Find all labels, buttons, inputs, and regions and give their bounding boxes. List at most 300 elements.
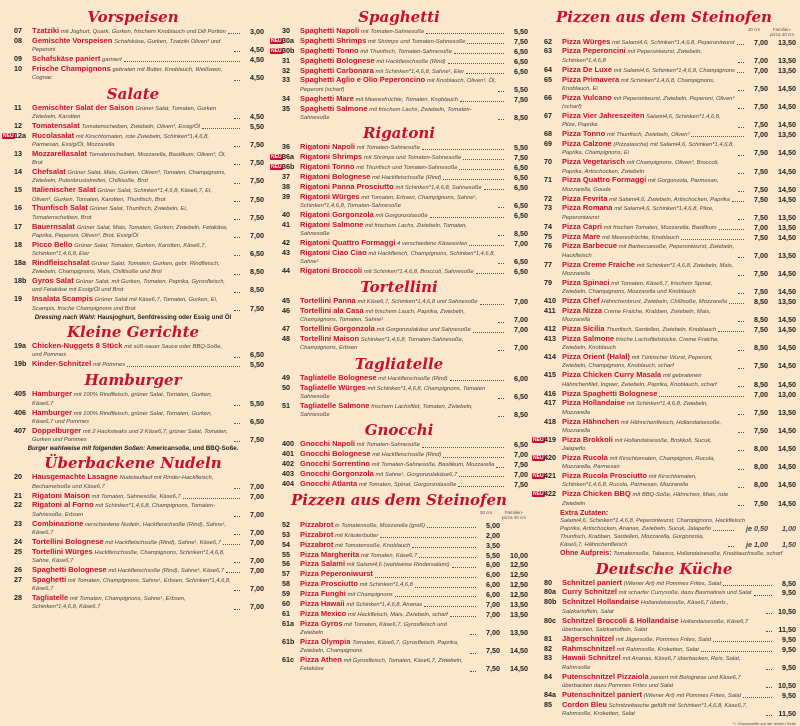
- item-name: Rigatoni Broccoli: [300, 265, 363, 275]
- dotted-leader: [234, 405, 240, 406]
- new-badge-slot: [2, 224, 14, 231]
- note-label: Burger wahlweise mit folgenden Soßen:: [27, 445, 146, 453]
- new-badge-slot: [2, 502, 14, 509]
- note-label: Dressing nach Wahl:: [34, 313, 96, 321]
- item-text: [562, 701, 764, 719]
- new-badge-slot: [270, 96, 282, 103]
- item-body: [32, 576, 264, 594]
- item-text: [562, 418, 736, 436]
- item-name: Tagliatelle Würges: [300, 382, 366, 392]
- item-number: 415: [544, 370, 556, 380]
- menu-item: [270, 470, 528, 479]
- item-text: [300, 480, 456, 489]
- price: 8,50: [754, 315, 768, 325]
- item-number: 47: [282, 324, 290, 334]
- section-title: Tagliatelle: [354, 354, 444, 373]
- item-body: [562, 204, 796, 222]
- item-text: [300, 95, 458, 104]
- item-description: mit Schinken*1,4,6,8, Champignons, Tomaten-Sahnesoße, Erbsen: [32, 503, 216, 518]
- menu-item: [270, 450, 528, 459]
- dotted-leader: [498, 322, 504, 323]
- item-text: [32, 259, 232, 277]
- item-name: Pizza Vier Jahreszeiten: [562, 110, 645, 120]
- item-number: 36: [282, 142, 290, 152]
- dotted-leader: [234, 118, 240, 119]
- dotted-leader: [234, 590, 240, 591]
- item-name: Pizza Chicken Curry Masala: [562, 370, 662, 380]
- item-name: Pizza Quattro Formaggi: [562, 175, 647, 185]
- item-body: [300, 570, 528, 579]
- menu-item: [270, 374, 528, 383]
- menu-item: [532, 176, 796, 194]
- menu-item: [2, 409, 264, 427]
- item-number: 30: [282, 26, 290, 35]
- item-name: Pizza Hollandaise: [562, 398, 625, 408]
- item-body: [562, 158, 796, 176]
- new-badge-slot: [532, 400, 544, 407]
- item-description: mit Tomaten, Käse6,7: [360, 552, 418, 559]
- price: 7,50: [250, 194, 264, 204]
- item-body: [32, 150, 264, 168]
- item-body: [562, 654, 796, 672]
- item-description: mit Hackfleischsoße (Rind): [372, 174, 442, 181]
- item-body: [32, 427, 264, 445]
- item-description: Grüner Salat, Tomaten, Gurken, Karotten, Käse6,7, Schinken*1,4,6,8, Eier: [32, 242, 207, 258]
- price-family: 13,50: [778, 65, 796, 75]
- new-badge-slot: [532, 67, 544, 74]
- price: 7,00: [250, 537, 264, 547]
- new-badge-slot: [270, 542, 282, 549]
- item-text: [32, 65, 232, 83]
- item-number: 419: [544, 434, 556, 444]
- item-text: [300, 325, 471, 334]
- menu-item: [270, 600, 528, 609]
- item-description: Grüner Salat, mit Gurken, Tomaten, Paprika, Gyrosfleisch, und Fetakäse mit Essig/Öl und Brot: [32, 279, 226, 294]
- price: 6,50: [250, 350, 264, 360]
- item-text: [300, 249, 496, 267]
- dotted-leader: [424, 606, 476, 607]
- new-badge-slot: [270, 240, 282, 247]
- new-badge-slot: [270, 441, 282, 448]
- dotted-leader: [738, 450, 744, 451]
- dotted-leader: [234, 534, 240, 535]
- dotted-leader: [127, 366, 240, 367]
- item-body: [32, 390, 264, 408]
- new-badge-slot: [532, 113, 544, 120]
- menu-item: [270, 105, 528, 123]
- item-name: Pizza Barbecue: [562, 241, 618, 251]
- dotted-leader: [498, 207, 504, 208]
- dotted-leader: [498, 119, 504, 120]
- new-badge-slot: [270, 212, 282, 219]
- section-title: Kleine Gerichte: [66, 322, 200, 341]
- item-number: 52: [282, 519, 290, 529]
- item-name: Tzatziki: [32, 26, 60, 35]
- price: 8,50: [514, 112, 528, 122]
- item-body: [32, 295, 264, 313]
- item-body: [32, 409, 264, 427]
- item-name: Tortellini Panna: [300, 296, 356, 306]
- price: 7,00: [754, 250, 768, 260]
- menu-item: [2, 295, 264, 313]
- item-text: [300, 297, 478, 306]
- new-badge-slot: [270, 639, 282, 646]
- price-family: 14,50: [510, 646, 528, 656]
- item-text: [300, 76, 496, 94]
- price: 8,00: [754, 480, 768, 490]
- item-text: [562, 38, 735, 47]
- price: 8,50: [514, 410, 528, 420]
- new-badge-slot: [2, 343, 14, 350]
- dotted-leader: [738, 368, 744, 369]
- item-text: [562, 223, 717, 232]
- new-badge-slot: [532, 48, 544, 55]
- price-family: 14,50: [778, 480, 796, 490]
- menu-section: [270, 125, 528, 276]
- new-badge: NEU: [533, 454, 544, 461]
- item-name: Hamburger: [32, 407, 73, 417]
- new-badge-slot: [270, 552, 282, 559]
- item-description: mit Thunfisch, Zwiebeln, Oliven³: [606, 132, 690, 139]
- item-description: mit Salami4,6, Schinken*1,4,6,8, Pilze, Peperoniwurst: [562, 206, 714, 221]
- dotted-leader: [223, 544, 240, 545]
- item-description: mit Salami4,6, Schinken*1,4,6,8, Champignons: [613, 67, 735, 74]
- item-name: Pizza Capri: [562, 221, 603, 231]
- price-family: 14,50: [778, 148, 796, 158]
- price: 7,50: [250, 303, 264, 313]
- new-badge-slot: [532, 326, 544, 333]
- item-description: gebraten mit Butter, Knoblauch, Weißwein, Cognac: [32, 66, 223, 82]
- price: 7,50: [754, 148, 768, 158]
- price-family: 13,50: [778, 55, 796, 65]
- item-body: [562, 76, 796, 94]
- new-badge-slot: [270, 657, 282, 664]
- item-number: 21: [14, 490, 22, 500]
- price: 9,50: [782, 690, 796, 700]
- item-number: 42: [282, 237, 290, 247]
- item-text: [562, 371, 736, 389]
- item-text: [300, 570, 373, 579]
- new-badge-slot: [270, 532, 282, 539]
- item-number: 11: [14, 102, 22, 112]
- dotted-leader: [234, 357, 240, 358]
- price: 7,50: [514, 94, 528, 104]
- item-description: (Wiener Art) mit Pommes Frites, Salat: [643, 692, 742, 699]
- menu-item: [2, 501, 264, 519]
- item-description: verschiedene Nudeln, Hackfleischsoße (Rind), Sahne¹, Käse6,7: [32, 521, 227, 536]
- menu-item: [270, 460, 528, 469]
- item-name: Pizza Fevrita: [562, 193, 608, 203]
- price-family: 14,50: [778, 498, 796, 508]
- item-number: 59: [282, 589, 290, 599]
- dotted-leader: [719, 229, 744, 230]
- item-description: mit Thunfisch, Tomaten-Sahnesoße: [360, 48, 452, 55]
- new-badge: NEU: [271, 47, 282, 54]
- item-body: [300, 27, 528, 36]
- dotted-leader: [226, 572, 240, 573]
- item-body: [300, 610, 528, 619]
- new-badge-slot: [270, 268, 282, 275]
- new-badge-slot: [2, 169, 14, 176]
- item-text: [300, 590, 393, 599]
- item-description: Tomaten, Käse6,7, Gyrosfleisch, Paprika, Zwiebeln, Champignons: [300, 640, 459, 655]
- section-title: Spaghetti: [358, 8, 440, 26]
- menu-item: [270, 307, 528, 325]
- item-number: 18a: [14, 257, 26, 267]
- item-description: mit Peperoniwurst, Zwiebeln, Schinken*1,4,6,8: [562, 49, 702, 64]
- item-text: [562, 598, 764, 616]
- item-text: [300, 307, 496, 325]
- item-description: mit Salami4,6 (wahlweise Rindersalami): [346, 562, 450, 569]
- dotted-leader: [202, 128, 240, 129]
- new-badge-slot: [532, 599, 544, 606]
- item-name: Schnitzel Hollandaise: [562, 597, 640, 607]
- item-description: mit Tomaten, Spinat, Gorgonzolasoße: [358, 482, 457, 489]
- price: 8,00: [754, 444, 768, 454]
- item-name: Pizza Würges: [562, 36, 611, 46]
- item-description: Tomatenscheiben, Mozzarella, Basilikum, Oliven³, Öl, Brot: [32, 151, 226, 167]
- item-number: 17: [14, 221, 22, 231]
- item-description: Grüner Salat, Tomaten, Gurken, gebr. Rindfleisch, Zwiebeln, Champignons, Mais, Chillisoße und Brot: [32, 260, 220, 276]
- item-description: (Pizzatasche) mit Salami4,6, Schinken*1,4,6,8, Paprika, Champignons, Ei: [562, 142, 734, 157]
- menu-item: [532, 279, 796, 297]
- dotted-leader: [234, 237, 240, 238]
- menu-item: [270, 27, 528, 36]
- new-badge-slot: [532, 655, 544, 662]
- item-number: 76: [544, 241, 552, 251]
- item-number: 61a: [282, 618, 294, 628]
- section-title: Salate: [106, 84, 160, 103]
- menu-item: [532, 371, 796, 389]
- item-body: [300, 105, 528, 123]
- new-badge-slot: [270, 48, 282, 55]
- item-body: [300, 600, 528, 609]
- item-number: 420: [544, 452, 556, 462]
- new-badge: NEU: [533, 473, 544, 480]
- new-badge-slot: [532, 636, 544, 643]
- menu-item: [270, 590, 528, 599]
- item-description: mit Salami4,6, Schinken*1,4,6,8, Peperoniwurst: [612, 39, 735, 46]
- item-body: [300, 37, 528, 46]
- item-body: [562, 195, 796, 204]
- dotted-leader: [738, 505, 744, 506]
- item-name: Tortellini Bolognese: [32, 536, 104, 546]
- price-family: 14,50: [778, 194, 796, 204]
- new-badge-slot: [532, 298, 544, 305]
- item-number: 405: [14, 389, 26, 399]
- price: 7,00: [250, 509, 264, 519]
- item-description: mit Kräuterbutter: [335, 532, 379, 539]
- price-family: 14,50: [778, 287, 796, 297]
- extras-row: [560, 525, 796, 533]
- item-number: 08: [14, 35, 22, 45]
- item-number: 19b: [14, 359, 27, 369]
- price: 6,50: [250, 416, 264, 426]
- item-body: [300, 620, 528, 638]
- item-body: [300, 163, 528, 172]
- item-body: [32, 168, 264, 186]
- dotted-leader: [737, 72, 744, 73]
- item-body: [562, 353, 796, 371]
- dotted-leader: [732, 201, 744, 202]
- item-name: Tortellini ala Casa: [300, 306, 364, 316]
- note-text: Hausjoghurt, Senfdressing oder Essig und Öl: [95, 313, 232, 321]
- item-number: 69: [544, 139, 552, 149]
- item-description: mit Hackfleischsoße (Rind): [372, 452, 442, 459]
- item-text: [562, 158, 736, 176]
- new-badge-slot: [532, 419, 544, 426]
- dotted-leader: [422, 447, 504, 448]
- price-family: 14,50: [778, 361, 796, 371]
- menu-item: [532, 399, 796, 417]
- item-description: in Tomatensoße, Mozzarella (groß): [335, 522, 426, 529]
- extras-line: Salami4,6, Schinken*1,4,6,8, Peperoniwurst, Champignons, Hackfleisch: [560, 517, 745, 524]
- section-title: Hamburger: [84, 371, 182, 390]
- menu-item: [270, 153, 528, 162]
- item-description: mit 2 Hacksteaks und 2 Käse6,7, grüner Salat, Tomaten, Gurken und Pommes: [32, 428, 229, 444]
- menu-section: [270, 492, 528, 673]
- item-number: 407: [14, 425, 26, 435]
- item-number: 402: [282, 459, 294, 469]
- item-number: 39: [282, 191, 290, 201]
- item-description: mit Gorgonzolakäse und Sahnesoße: [376, 327, 471, 334]
- item-text: [562, 335, 736, 353]
- menu-item: [532, 76, 796, 94]
- menu-section: [2, 455, 264, 611]
- item-body: [32, 241, 264, 259]
- dotted-leader: [691, 136, 744, 137]
- dotted-leader: [234, 255, 240, 256]
- price: 6,00: [486, 580, 500, 590]
- item-text: [562, 490, 736, 508]
- menu-item: [270, 297, 528, 306]
- item-description: frischem Lachsfilet, Tomaten, Zwiebeln, Sahnesoße: [300, 403, 473, 419]
- new-badge-slot: [2, 105, 14, 112]
- new-badge-slot: [532, 580, 544, 587]
- item-description: mit frischem Lauch, Paprika, Zwiebeln, Champignons, Tomaten, Sahne¹: [300, 309, 465, 324]
- item-text: [300, 335, 496, 353]
- item-body: [562, 701, 796, 719]
- item-text: [300, 638, 468, 656]
- item-name: Pizza Nizza: [562, 305, 603, 315]
- new-badge-slot: [532, 702, 544, 709]
- item-name: Mozzarellasalat: [32, 148, 88, 158]
- item-text: [300, 384, 496, 402]
- item-text: [300, 221, 496, 239]
- item-description: mit 100% Rindfleisch, grüner Salat, Tomaten, Gurken, Käse6,7: [32, 392, 213, 407]
- new-badge-slot: [270, 601, 282, 608]
- price: 7,50: [754, 120, 768, 130]
- menu-section: [270, 9, 528, 122]
- new-badge-slot: [270, 471, 282, 478]
- price: 5,50: [514, 84, 528, 94]
- new-badge-slot: [270, 184, 282, 191]
- new-badge-slot: [532, 196, 544, 203]
- item-number: 45: [282, 296, 290, 306]
- size-label: Familien-pizza 40 cm: [501, 510, 526, 521]
- price: 8,50: [754, 343, 768, 353]
- item-text: [300, 600, 422, 609]
- item-number: 41: [282, 219, 290, 229]
- item-number: 75: [544, 231, 552, 241]
- item-text: [32, 538, 221, 547]
- item-name: Tagliatelle Bolognese: [300, 372, 377, 382]
- item-name: Gnocchi Sorrentino: [300, 459, 371, 469]
- item-name: Spaghetti Salmone: [300, 103, 368, 113]
- dotted-leader: [738, 191, 744, 192]
- item-description: mit Türkischer Wurst, Peperoni, Zwiebeln, Champignons, Knoblauch, scharf: [562, 355, 713, 370]
- dotted-leader: [234, 310, 240, 311]
- new-badge-slot: [2, 205, 14, 212]
- item-body: [300, 297, 528, 306]
- item-number: 64: [544, 64, 552, 74]
- item-name: Pizza Creme Fraiche: [562, 259, 635, 269]
- new-badge-slot: [532, 262, 544, 269]
- item-text: [32, 168, 232, 186]
- price: 5,50: [486, 550, 500, 560]
- item-body: [32, 259, 264, 277]
- menu-item: [270, 531, 528, 540]
- item-number: 13: [14, 148, 22, 158]
- menu-item: [270, 580, 528, 589]
- price: 6,50: [250, 249, 264, 259]
- dotted-leader: [737, 44, 744, 45]
- item-body: [300, 551, 528, 560]
- menu-section: [270, 279, 528, 353]
- new-badge-slot: [532, 391, 544, 398]
- item-name: Pizza Margherita: [300, 549, 360, 559]
- new-badge-slot: [270, 481, 282, 488]
- item-name: Gemischter Salat der Saison: [32, 102, 134, 112]
- menu-item: [532, 490, 796, 508]
- menu-item: [532, 335, 796, 353]
- new-badge-slot: [2, 187, 14, 194]
- item-number: 406: [14, 407, 26, 417]
- item-description: mit frischem Lachs, Zwiebeln, Tomaten, Sahnesoße: [300, 222, 468, 237]
- new-badge-slot: [270, 326, 282, 333]
- menu-item: [2, 342, 264, 360]
- item-name: Pizza Spinaci: [562, 277, 610, 287]
- item-number: 412: [544, 324, 556, 334]
- price: 7,50: [754, 184, 768, 194]
- item-number: 58: [282, 579, 290, 589]
- menu-section: [532, 9, 796, 558]
- dotted-leader: [738, 108, 744, 109]
- dotted-leader: [234, 274, 240, 275]
- menu-item: [2, 548, 264, 566]
- item-text: [562, 140, 736, 158]
- price-family: 13,50: [510, 628, 528, 638]
- item-text: [300, 521, 425, 530]
- dotted-leader: [234, 488, 240, 489]
- price: 7,00: [250, 602, 264, 612]
- menu-item: [2, 566, 264, 575]
- item-description: mit Hollandaisesoße, Brokkoli, Sucuk, Jalapeño: [562, 437, 712, 453]
- item-text: [32, 223, 232, 241]
- menu-item: [2, 241, 264, 259]
- price-family: 13,50: [778, 37, 796, 47]
- new-badge: NEU: [533, 436, 544, 443]
- new-badge-slot: [2, 521, 14, 528]
- item-text: [562, 195, 730, 204]
- dotted-leader: [738, 350, 744, 351]
- menu-item: [532, 158, 796, 176]
- item-name: Tomatensalat: [32, 120, 80, 130]
- price: 8,00: [754, 462, 768, 472]
- item-description: mit Hackfleischsoße (Rind), Sahne¹, Käse6,7: [105, 539, 221, 546]
- item-name: Pizza Primavera: [562, 74, 620, 84]
- item-description: mit Salami4,6, Zwiebeln, Artischocken, Paprika: [609, 196, 730, 203]
